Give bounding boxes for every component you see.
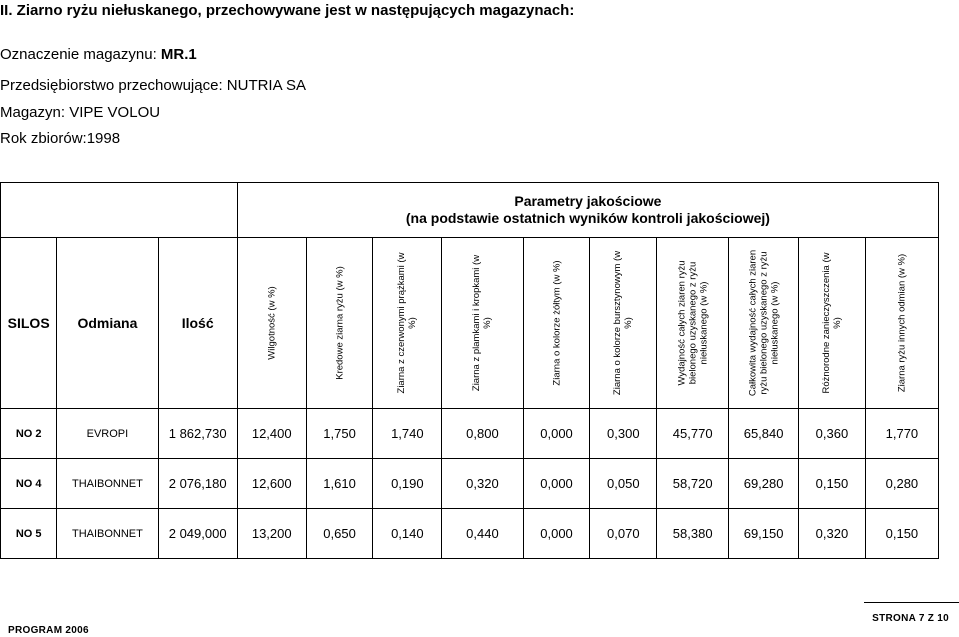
cell-yellow: 0,000 <box>523 409 590 459</box>
cell-red-striped: 0,140 <box>373 509 442 559</box>
cell-quantity: 2 076,180 <box>158 459 237 509</box>
header-impurities-label: Różnorodne zanieczyszczenia (w %) <box>820 252 843 394</box>
cell-whole-yield: 45,770 <box>657 409 729 459</box>
cell-total-yield: 69,150 <box>729 509 799 559</box>
cell-moisture: 12,600 <box>237 459 306 509</box>
cell-yellow: 0,000 <box>523 459 590 509</box>
cell-impurities: 0,150 <box>799 459 866 509</box>
quality-parameters-table <box>0 182 939 559</box>
cell-amber: 0,300 <box>590 409 657 459</box>
warehouse-code-label: Oznaczenie magazynu: <box>0 46 161 63</box>
company-line: Przedsiębiorstwo przechowujące: NUTRIA SA <box>0 77 306 94</box>
header-whole-yield <box>657 238 729 409</box>
cell-yellow: 0,000 <box>523 509 590 559</box>
cell-variety: THAIBONNET <box>57 459 158 509</box>
cell-quantity: 2 049,000 <box>158 509 237 559</box>
cell-whole-yield: 58,380 <box>657 509 729 559</box>
cell-chalky: 0,650 <box>306 509 373 559</box>
header-yellow <box>523 238 590 409</box>
cell-amber: 0,050 <box>590 459 657 509</box>
harvest-year-line: Rok zbiorów:1998 <box>0 130 121 147</box>
header-other-varieties-label: Ziarna ryżu innych odmian (w %) <box>896 253 908 393</box>
header-silos: SILOS <box>1 238 57 409</box>
header-amber-label: Ziarna o kolorze bursztynowym (w %) <box>612 250 635 396</box>
cell-other-varieties: 0,280 <box>865 459 938 509</box>
header-chalky <box>306 238 373 409</box>
header-amber <box>590 238 657 409</box>
header-yellow-label: Ziarna o kolorze żółtym (w %) <box>551 260 563 386</box>
cell-other-varieties: 0,150 <box>865 509 938 559</box>
cell-moisture: 13,200 <box>237 509 306 559</box>
cell-chalky: 1,610 <box>306 459 373 509</box>
header-spotted <box>442 238 523 409</box>
header-other-varieties <box>865 238 938 409</box>
header-row <box>1 238 939 409</box>
cell-other-varieties: 1,770 <box>865 409 938 459</box>
table-row <box>1 509 939 559</box>
cell-amber: 0,070 <box>590 509 657 559</box>
footer-divider <box>864 602 959 603</box>
section-heading: II. Ziarno ryżu niełuskanego, przechowywane jest w następujących magazynach: <box>0 2 575 19</box>
warehouse-line: Magazyn: VIPE VOLOU <box>0 104 161 121</box>
footer-program: PROGRAM 2006 <box>8 625 89 636</box>
footer-page-number: STRONA 7 Z 10 <box>872 613 949 624</box>
header-moisture-label: Wilgotność (w %) <box>266 286 278 360</box>
header-variety: Odmiana <box>57 238 158 409</box>
header-impurities <box>799 238 866 409</box>
cell-whole-yield: 58,720 <box>657 459 729 509</box>
cell-silos: NO 4 <box>1 459 57 509</box>
cell-spotted: 0,320 <box>442 459 523 509</box>
cell-quantity: 1 862,730 <box>158 409 237 459</box>
header-red-striped-label: Ziarna z czerwonymi prążkami (w %) <box>396 252 419 394</box>
caption-subtitle: (na podstawie ostatnich wyników kontroli jakościowej) <box>405 210 770 226</box>
header-whole-yield-label: Wydajność całych ziaren ryżu bielonego uzyskanego z ryżu niełuskanego (w %) <box>676 260 710 386</box>
cell-silos: NO 5 <box>1 509 57 559</box>
cell-moisture: 12,400 <box>237 409 306 459</box>
cell-variety: THAIBONNET <box>57 509 158 559</box>
table-row <box>1 409 939 459</box>
header-quantity: Ilość <box>158 238 237 409</box>
header-total-yield-label: Całkowita wydajność całych ziaren ryżu bielonego uzyskanego z ryżu niełuskanego (w %) <box>747 249 781 397</box>
caption-title: Parametry jakościowe <box>514 193 662 209</box>
cell-total-yield: 69,280 <box>729 459 799 509</box>
cell-red-striped: 1,740 <box>373 409 442 459</box>
cell-spotted: 0,800 <box>442 409 523 459</box>
header-spotted-label: Ziarna z plamkami i kropkami (w %) <box>471 254 494 392</box>
cell-chalky: 1,750 <box>306 409 373 459</box>
warehouse-code: MR.1 <box>160 46 197 63</box>
cell-total-yield: 65,840 <box>729 409 799 459</box>
table-caption <box>237 183 938 238</box>
cell-variety: EVROPI <box>57 409 158 459</box>
cell-impurities: 0,360 <box>799 409 866 459</box>
caption-row <box>1 183 939 238</box>
header-chalky-label: Kredowe ziarna ryżu (w %) <box>334 266 346 380</box>
cell-red-striped: 0,190 <box>373 459 442 509</box>
cell-impurities: 0,320 <box>799 509 866 559</box>
warehouse-code-line <box>0 46 197 63</box>
header-moisture <box>237 238 306 409</box>
header-red-striped <box>373 238 442 409</box>
cell-spotted: 0,440 <box>442 509 523 559</box>
header-total-yield <box>729 238 799 409</box>
caption-blank-cell <box>1 183 238 238</box>
cell-silos: NO 2 <box>1 409 57 459</box>
table-row <box>1 459 939 509</box>
